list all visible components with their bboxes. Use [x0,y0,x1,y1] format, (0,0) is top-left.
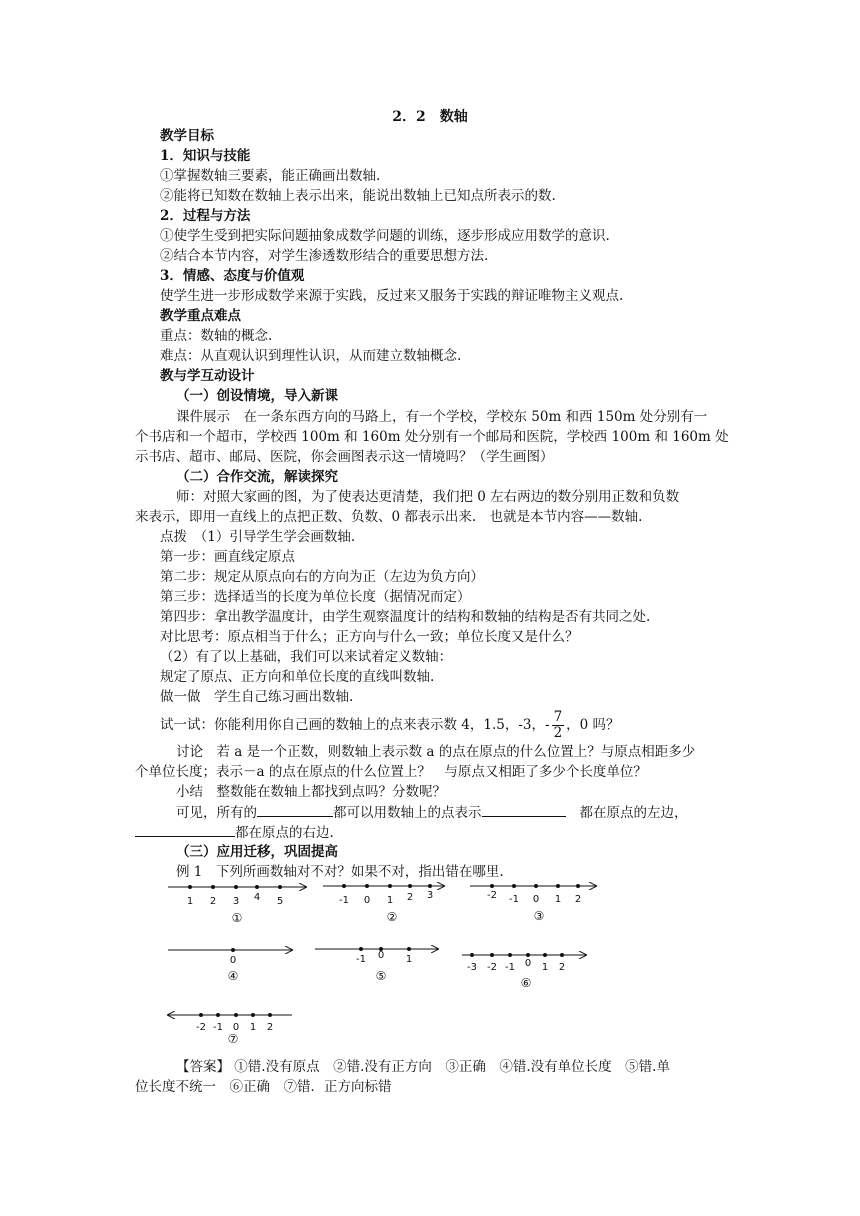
tick-label: -1 [356,954,366,965]
figure-label: ⑥ [520,976,532,990]
tick-label: -2 [487,890,497,901]
axis-point [234,1013,238,1017]
axis-point [365,884,369,888]
axis-point [556,884,560,888]
page-title: 2．2 数轴 [392,109,468,125]
axis-point [543,953,547,957]
section-heading: （三）应用迁移，巩固提高 [176,844,338,860]
tick-label: -1 [505,962,515,973]
tick-label: 2 [266,1022,274,1033]
figure-label: ⑤ [375,969,387,983]
paragraph: 做一做 学生自己练习画出数轴. [160,689,354,705]
tick-label: -1 [339,895,349,906]
figure-label: ⑦ [227,1032,239,1046]
axis-point [255,885,259,889]
tick-label: 1 [386,895,394,906]
tick-label: 0 [363,895,371,906]
tick-label: 2 [406,892,414,903]
paragraph: 位长度不统一 ⑥正确 ⑦错．正方向标错 [135,1079,392,1095]
paragraph: ②能将已知数在数轴上表示出来，能说出数轴上已知点所表示的数. [160,188,556,204]
paragraph: 第二步：规定从原点向右的方向为正（左边为负方向） [160,569,484,585]
tick-label: -1 [213,1022,223,1033]
axis-point [342,884,346,888]
figure-label: ③ [533,909,545,923]
paragraph: 个书店和一个超市，学校西 100m 和 160m 处分别有一个邮局和医院，学校西 100m 和 160m 处 [135,429,729,445]
paragraph: 点拨 （1）引导学生学会画数轴. [160,529,356,545]
axis-point [408,884,412,888]
axis-point [251,1013,255,1017]
heading-attitude: 3．情感、态度与价值观 [160,268,305,284]
paragraph: （2）有了以上基础，我们可以来试着定义数轴： [160,649,453,665]
paragraph: 对比思考：原点相当于什么；正方向与什么一致；单位长度又是什么？ [160,629,579,645]
tick-label: 1 [186,896,194,907]
fraction-numerator: 7 [553,709,563,725]
tick-label: 5 [276,896,284,907]
design-heading: 教与学互动设计 [160,368,255,384]
tick-label: 1 [405,954,413,965]
axis-point [359,947,363,951]
tick-label: 2 [209,896,217,907]
tick-label: -1 [509,894,519,905]
paragraph: ①掌握数轴三要素，能正确画出数轴. [160,168,381,184]
axis-point [231,948,235,952]
tick-label: 0 [232,1022,240,1033]
axis-point [490,953,494,957]
fraction-denominator: 2 [553,725,563,741]
tick-label: 0 [377,950,385,961]
axis-point [211,885,215,889]
tick-label: 1 [554,894,562,905]
heading-process: 2．过程与方法 [160,208,251,224]
paragraph: ①使学生受到把实际问题抽象成数学问题的训练，逐步形成应用数学的意识. [160,228,610,244]
tick-label: -3 [467,962,477,973]
paragraph: 难点：从直观认识到理性认识，从而建立数轴概念. [160,348,462,364]
tick-label: 1 [541,962,549,973]
paragraph: 小结 整数能在数轴上都找到点吗？分数呢？ [176,784,446,800]
heading-knowledge: 1．知识与技能 [160,148,251,164]
axis-point [268,1013,272,1017]
try-text: 试一试：你能利用你自己画的数轴上的点来表示数 4，1.5，-3，- [160,717,550,733]
figure-label: ① [231,911,243,925]
axis-point [576,884,580,888]
paragraph: 师：对照大家画的图，为了使表达更清楚，我们把 0 左右两边的数分别用正数和负数 [176,489,680,505]
paragraph: 个单位长度；表示－a 的点在原点的什么位置上？ 与原点又相距了多少个长度单位？ [135,764,647,780]
axis-point [526,953,530,957]
axis-point [407,947,411,951]
fill-text: 都可以用数轴上的点表示 [333,805,482,821]
objectives-heading: 教学目标 [160,128,214,144]
try-text-end: ，0 吗？ [566,717,620,733]
axis-point [199,1013,203,1017]
tick-label: 2 [558,962,566,973]
tick-label: 0 [229,955,237,966]
axis-point [490,884,494,888]
tick-label: -2 [196,1022,206,1033]
paragraph: 来表示，即用一直线上的点把正数、负数、0 都表示出来. 也就是本节内容——数轴. [135,509,643,525]
paragraph: 重点：数轴的概念. [160,328,273,344]
axis-point [388,884,392,888]
tick-label: 3 [232,896,240,907]
tick-label: 0 [524,958,532,969]
paragraph: 课件展示 在一条东西方向的马路上，有一个学校，学校东 50m 和西 150m 处分别有一 [176,409,708,425]
paragraph: 第一步：画直线定原点 [160,549,295,565]
fill-text: 可见，所有的 [176,805,257,821]
paragraph: 使学生进一步形成数学来源于实践，反过来又服务于实践的辩证唯物主义观点. [160,288,624,304]
axis-point [508,953,512,957]
paragraph: ②结合本节内容，对学生渗透数形结合的重要思想方法. [160,248,489,264]
axis-point [278,885,282,889]
axis-point [534,884,538,888]
fill-text: 都在原点的右边. [235,825,334,841]
paragraph: 规定了原点、正方向和单位长度的直线叫数轴. [160,669,435,685]
paragraph: 第三步：选择适当的长度为单位长度（据情况而定） [160,589,471,605]
paragraph: 讨论 若 a 是一个正数，则数轴上表示数 a 的点在原点的什么位置上？与原点相距多少 [176,744,696,760]
axis-point [428,884,432,888]
axis-point [470,953,474,957]
tick-label: -2 [487,962,497,973]
paragraph: 第四步：拿出教学温度计，由学生观察温度计的结构和数轴的结构是否有共同之处. [160,609,651,625]
paragraph: 示书店、超市、邮局、医院，你会画图表示这一情境吗？（学生画图） [135,449,554,465]
section-heading: （二）合作交流，解读探究 [176,469,338,485]
key-heading: 教学重点难点 [160,308,241,324]
axis-point [560,953,564,957]
section-heading: （一）创设情境，导入新课 [176,388,338,404]
axis-point [216,1013,220,1017]
figure-label: ② [386,910,398,924]
paragraph: 【答案】 ①错.没有原点 ②错.没有正方向 ③正确 ④错.没有单位长度 ⑤错.单 [176,1059,670,1075]
tick-label: 0 [532,894,540,905]
axis-point [188,885,192,889]
paragraph: 例 1 下列所画数轴对不对？如果不对，指出错在哪里. [176,864,504,880]
tick-label: 4 [253,892,261,903]
fill-text: 都在原点的左边， [579,805,688,821]
tick-label: 2 [574,894,582,905]
axis-point [512,884,516,888]
figure-label: ④ [227,969,239,983]
tick-label: 1 [249,1022,257,1033]
tick-label: 3 [426,890,434,901]
axis-point [234,885,238,889]
